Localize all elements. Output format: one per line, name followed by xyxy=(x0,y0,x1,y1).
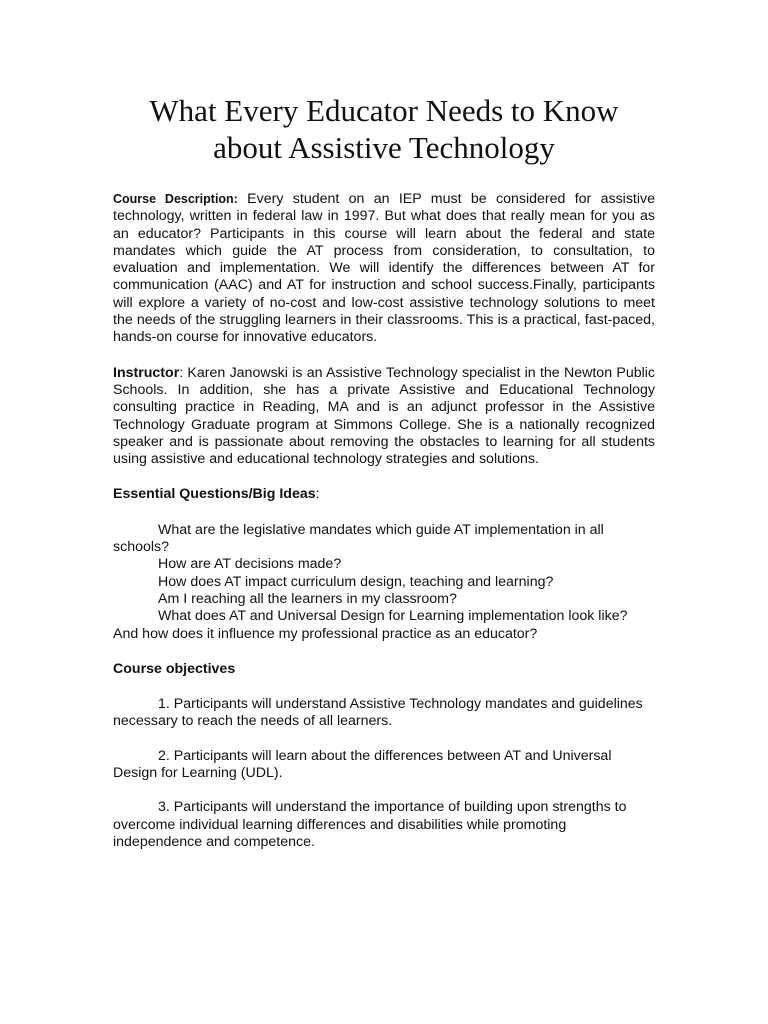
question-item: What does AT and Universal Design for Learning implementation look like? And how does it influence my professional practice as an educator? xyxy=(113,608,628,642)
instructor-label: Instructor xyxy=(113,364,180,381)
instructor-text: : Karen Janowski is an Assistive Technology specialist in the Newton Public Schools. In addition, she has a private Assistive and Educational Technology consulting practice in Reading, MA and is an adjunct professor in the Assistive Technology Graduate program at Simmons College. She is a nationally recognized speaker and is passionate about removing the obstacles to learning for all students using assistive and educational technology strategies and solutions. xyxy=(113,364,655,468)
objective-item: 1. Participants will understand Assistive Technology mandates and guidelines necessary to reach the needs of all learners. xyxy=(113,696,643,730)
question-item: How does AT impact curriculum design, teaching and learning? xyxy=(158,573,554,590)
document-page xyxy=(113,92,655,851)
question-item: Am I reaching all the learners in my classroom? xyxy=(158,590,457,607)
question-item: How are AT decisions made? xyxy=(158,556,342,573)
essential-questions-heading-colon: : xyxy=(315,486,320,503)
course-description-paragraph xyxy=(113,191,655,347)
instructor-paragraph xyxy=(113,365,655,469)
course-description-text: Every student on an IEP must be considered for assistive technology, written in federal law in 1997. But what does that really mean for you as an educator? Participants in this course will learn about the federal and state mandates which guide the AT process from consideration, to consultation, to evaluation and implementation. We will identify the differences between AT for communication (AAC) and AT for instruction and school success.Finally, participants will explore a variety of no-cost and low-cost assistive technology solutions to meet the needs of the struggling learners in their classrooms. This is a practical, fast-paced, hands-on course for innovative educators. xyxy=(113,191,655,346)
title-line-2: about Assistive Technology xyxy=(213,130,555,165)
objective-item: 2. Participants will learn about the differences between AT and Universal Design for Learning (UDL). xyxy=(113,747,612,782)
document-title xyxy=(113,92,655,166)
essential-questions-heading-text: Essential Questions/Big Ideas xyxy=(113,486,316,503)
title-line-1: What Every Educator Needs to Know xyxy=(149,93,619,128)
course-objectives-heading: Course objectives xyxy=(113,660,236,677)
course-description-label: Course Description: xyxy=(113,192,238,206)
objective-item: 3. Participants will understand the importance of building upon strengths to overcome individual learning differences and disabilities while promoting independence and competence. xyxy=(113,799,627,850)
question-item: What are the legislative mandates which guide AT implementation in all schools? xyxy=(113,521,604,556)
essential-questions-heading xyxy=(113,486,655,503)
